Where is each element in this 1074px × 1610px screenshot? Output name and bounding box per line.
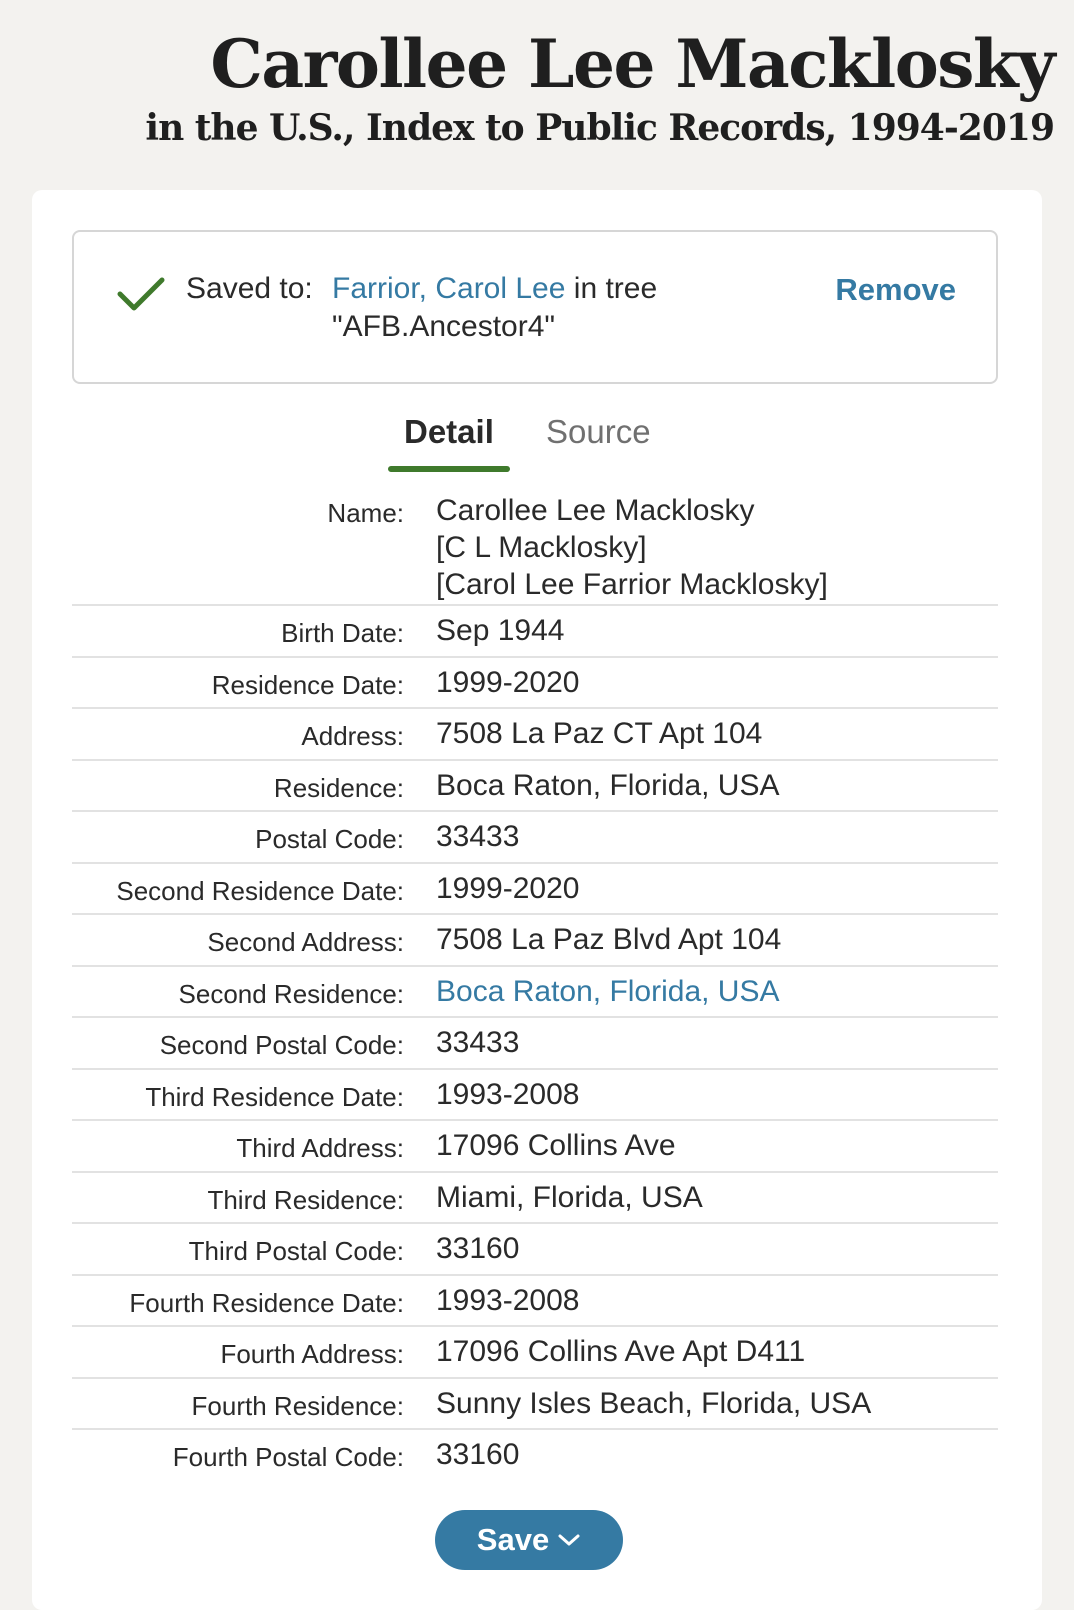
detail-value-line: 1993-2008 (436, 1283, 580, 1317)
detail-label: Second Residence: (178, 978, 404, 1009)
detail-value (404, 1070, 579, 1120)
detail-value (404, 1327, 805, 1377)
detail-value-line: 17096 Collins Ave Apt D411 (436, 1335, 806, 1368)
record-card (32, 190, 1042, 1610)
detail-value (404, 1430, 519, 1482)
detail-value-line: 33160 (436, 1232, 520, 1265)
detail-value (404, 967, 780, 1017)
detail-row (72, 1018, 998, 1070)
detail-value-line: Boca Raton, Florida, USA (436, 768, 780, 802)
detail-label: Fourth Address: (220, 1339, 404, 1369)
detail-label: Residence: (273, 772, 404, 803)
detail-label: Fourth Residence Date: (129, 1287, 404, 1318)
detail-label: Third Residence Date: (145, 1081, 404, 1112)
saved-tree-name: "AFB.Ancestor4" (332, 310, 556, 343)
page-title: Carollee Lee Macklosky (210, 25, 1054, 103)
detail-label: Name: (327, 498, 404, 528)
detail-row (72, 606, 998, 658)
detail-value-line: 1999-2020 (436, 871, 580, 905)
detail-row (72, 1224, 998, 1276)
detail-value-line: 17096 Collins Ave (436, 1129, 676, 1162)
detail-value-line: 33160 (436, 1438, 520, 1471)
detail-label: Fourth Residence: (191, 1390, 404, 1421)
detail-value-line: Miami, Florida, USA (436, 1180, 703, 1214)
detail-label: Third Address: (236, 1133, 404, 1163)
detail-row (72, 812, 998, 864)
detail-value-line: [Carol Lee Farrior Macklosky] (436, 568, 828, 601)
checkmark-icon (116, 274, 166, 314)
saved-to-label: Saved to: (186, 272, 313, 305)
detail-row (72, 1276, 998, 1328)
tab-detail[interactable]: Detail (388, 410, 510, 454)
detail-label: Postal Code: (255, 824, 404, 854)
detail-row (72, 761, 998, 813)
detail-value (404, 864, 579, 914)
detail-row (72, 1070, 998, 1122)
detail-value-line: 1999-2020 (436, 665, 580, 699)
detail-label: Residence Date: (211, 669, 404, 700)
detail-value-line: 33433 (436, 1026, 520, 1059)
detail-value-line: Sep 1944 (436, 614, 565, 647)
detail-row (72, 709, 998, 761)
detail-label: Second Residence Date: (116, 875, 404, 906)
detail-value (404, 606, 564, 656)
detail-row (72, 1430, 998, 1482)
detail-value-link[interactable]: Boca Raton, Florida, USA (436, 974, 780, 1008)
remove-button[interactable]: Remove (835, 272, 956, 307)
detail-row (72, 1379, 998, 1431)
detail-value (404, 486, 828, 604)
detail-value-line: 7508 La Paz Blvd Apt 104 (436, 923, 782, 956)
detail-row (72, 915, 998, 967)
detail-label: Second Postal Code: (159, 1030, 404, 1060)
detail-label: Fourth Postal Code: (172, 1442, 404, 1472)
tab-source[interactable]: Source (546, 413, 651, 450)
detail-value (404, 761, 780, 811)
detail-row (72, 486, 998, 606)
detail-value (404, 1224, 519, 1274)
detail-value (404, 915, 781, 965)
detail-value (404, 1018, 519, 1068)
detail-value (404, 658, 579, 708)
detail-table (72, 486, 998, 1482)
detail-label: Birth Date: (281, 618, 404, 648)
detail-row (72, 864, 998, 916)
saved-person-link[interactable]: Farrior, Carol Lee (332, 272, 566, 305)
page-subtitle: in the U.S., Index to Public Records, 1994-2019 (145, 107, 1054, 149)
detail-row (72, 1327, 998, 1379)
detail-row (72, 1121, 998, 1173)
detail-value-line: 33433 (436, 820, 520, 853)
saved-in-tree-text: in tree (565, 272, 658, 305)
detail-value-line: Sunny Isles Beach, Florida, USA (436, 1386, 872, 1420)
detail-row (72, 658, 998, 710)
detail-label: Address: (301, 721, 404, 751)
detail-value-line: 1993-2008 (436, 1077, 580, 1111)
detail-value (404, 1121, 676, 1171)
detail-row (72, 1173, 998, 1225)
page-header (145, 22, 1054, 150)
detail-value (404, 1173, 703, 1223)
save-button-label: Save (476, 1522, 550, 1557)
detail-value (404, 709, 762, 759)
detail-value-line: 7508 La Paz CT Apt 104 (436, 717, 763, 750)
detail-row (72, 967, 998, 1019)
detail-value-line: [C L Macklosky] (436, 531, 647, 564)
saved-to-panel (72, 230, 998, 384)
detail-value (404, 812, 519, 862)
detail-value-line: Carollee Lee Macklosky (436, 494, 755, 527)
detail-value (404, 1276, 579, 1326)
detail-value (404, 1379, 871, 1429)
chevron-down-icon (557, 1532, 581, 1548)
detail-label: Third Residence: (207, 1184, 404, 1215)
save-button[interactable] (435, 1510, 623, 1570)
record-tabs (32, 410, 1042, 470)
detail-label: Second Address: (207, 927, 404, 957)
detail-label: Third Postal Code: (188, 1236, 404, 1266)
